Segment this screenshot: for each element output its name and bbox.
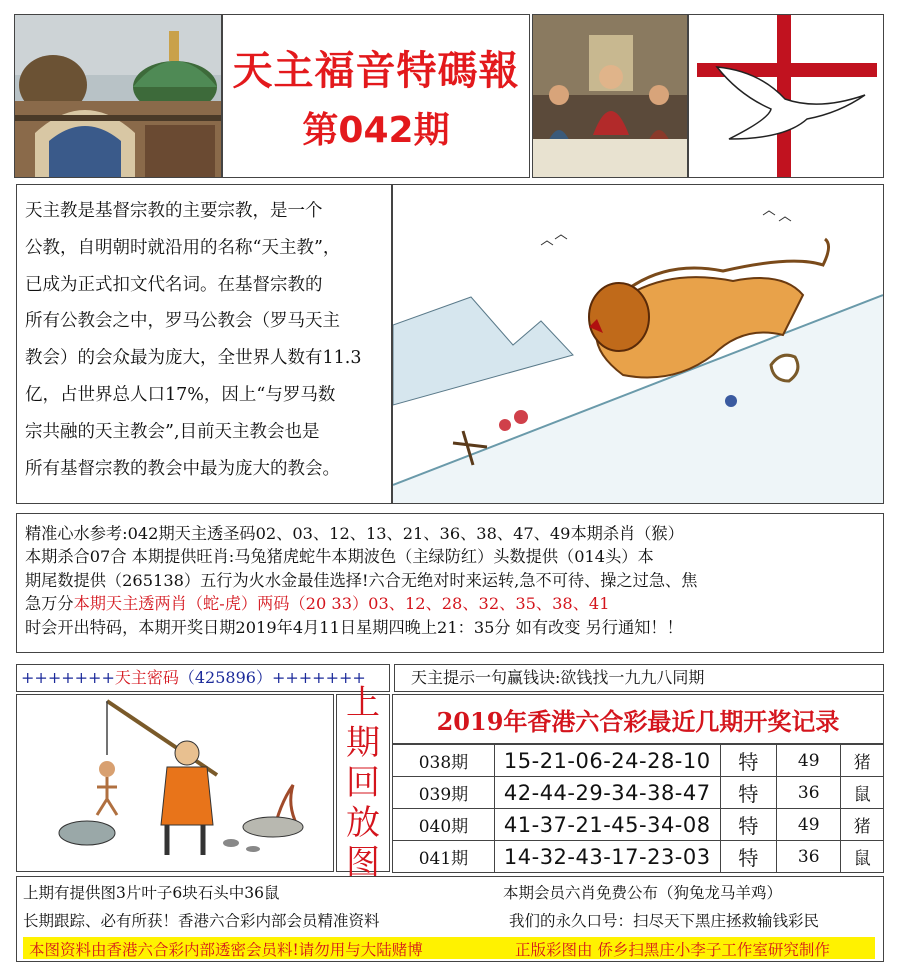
zodiac-cell: 鼠 <box>841 777 884 809</box>
intro-line: 公教，自明朝时就沿用的名称“天主教”， <box>25 237 341 258</box>
info-line-2: 本期杀合07合 本期提供旺肖:马兔猪虎蛇牛本期波色（主绿防红）头数提供（014头）本 <box>25 547 654 567</box>
issue-cell: 040期 <box>393 809 495 841</box>
last-supper-painting <box>532 14 688 178</box>
info-line-3: 期尾数提供（265138）五行为火水金最佳选择!六合无绝对时来运转,急不可待、操之过急、焦 <box>25 570 698 590</box>
last-issue-replay-label <box>336 683 390 883</box>
footer-member-zodiacs: 本期会员六肖免费公布（狗兔龙马羊鸡） <box>503 884 783 902</box>
church-icon <box>15 15 222 178</box>
cross-dove-icon <box>689 15 884 178</box>
results-title: 2019年香港六合彩最近几期开奖记录 <box>392 694 884 744</box>
replay-char: 图 <box>346 843 380 883</box>
issue-cell: 041期 <box>393 841 495 873</box>
numbers-cell: 42-44-29-34-38-47 <box>494 777 720 809</box>
intro-line: 所有基督宗教的教会中最为庞大的教会。 <box>25 458 340 479</box>
footer-slogan-2: 我们的永久口号：扫尽天下黑庄拯救输钱彩民 <box>509 912 820 930</box>
footer-slogan-1: 长期跟踪、必有所获！香港六合彩内部会员精准资料 <box>23 912 380 930</box>
zodiac-cell: 猪 <box>841 809 884 841</box>
intro-line: 已成为正式扣文代名词。在基督宗教的 <box>25 274 323 295</box>
intro-line: 宗共融的天主教会”,目前天主教会也是 <box>25 421 320 442</box>
intro-line: 天主教是基督宗教的主要宗教，是一个 <box>25 201 323 221</box>
secret-code-label: 天主密码 <box>114 668 179 687</box>
cross-dove-image <box>688 14 884 178</box>
special-number-cell: 49 <box>777 809 841 841</box>
intro-line: 亿，占世界总人口17%，因上“与罗马数 <box>25 384 336 405</box>
footer-box <box>16 876 884 962</box>
special-label-cell: 特 <box>720 841 776 873</box>
replay-char: 回 <box>346 763 380 803</box>
special-label-cell: 特 <box>720 745 776 777</box>
replay-char: 上 <box>346 683 380 723</box>
special-number-cell: 49 <box>777 745 841 777</box>
hint-bar: 天主提示一句赢钱诀:欲钱找一九九八同期 <box>394 664 884 692</box>
replay-char: 期 <box>346 723 380 763</box>
issue-cell: 038期 <box>393 745 495 777</box>
info-line-4-prefix: 急万分 <box>25 594 74 614</box>
footer-credit: 正版彩图由 侨乡扫黑庄小李子工作室研究制作 <box>515 941 830 959</box>
issue-cell: 039期 <box>393 777 495 809</box>
special-number-cell: 36 <box>777 841 841 873</box>
painting-icon <box>533 15 688 178</box>
numbers-cell: 14-32-43-17-23-03 <box>494 841 720 873</box>
church-photo <box>14 14 222 178</box>
secret-code-value: （425896） <box>178 668 272 687</box>
footer-disclaimer: 本图资料由香港六合彩内部透密会员料!请勿用与大陆赌博 <box>29 941 423 959</box>
zodiac-cell: 猪 <box>841 745 884 777</box>
secret-code-bar <box>16 664 390 692</box>
footer-highlight-bar <box>23 937 875 959</box>
prediction-info-box <box>16 513 884 653</box>
lion-illustration <box>392 184 884 504</box>
footer-last-issue-note: 上期有提供图3片叶子6块石头中36鼠 <box>23 884 280 902</box>
zodiac-cell: 鼠 <box>841 841 884 873</box>
plus-deco-right: +++++++ <box>271 668 366 687</box>
table-row <box>393 777 884 809</box>
numbers-cell: 41-37-21-45-34-08 <box>494 809 720 841</box>
info-line-5: 时会开出特码，本期开奖日期2019年4月11日星期四晚上21：35分 如有改变 另行通知！！ <box>25 617 683 637</box>
lion-icon <box>393 185 883 503</box>
page-title: 天主福音特碼報 <box>232 48 520 94</box>
intro-line: 所有公教会之中，罗马公教会（罗马天主 <box>25 311 340 332</box>
intro-text-box <box>16 184 392 504</box>
results-table <box>392 744 884 873</box>
special-label-cell: 特 <box>720 809 776 841</box>
table-row <box>393 841 884 873</box>
issue-number: 第042期 <box>302 110 450 151</box>
plus-deco-left: +++++++ <box>21 668 115 687</box>
table-row <box>393 745 884 777</box>
info-highlight-red: 本期天主透两肖（蛇-虎）两码（20 33）03、12、28、32、35、38、41 <box>73 594 610 614</box>
special-label-cell: 特 <box>720 777 776 809</box>
table-row <box>393 809 884 841</box>
special-number-cell: 36 <box>777 777 841 809</box>
numbers-cell: 15-21-06-24-28-10 <box>494 745 720 777</box>
intro-line: 教会）的会众最为庞大，全世界人数有11.3 <box>25 348 362 369</box>
replay-char: 放 <box>346 803 380 843</box>
cartoon-illustration <box>16 694 334 872</box>
title-box <box>222 14 530 178</box>
cartoon-icon <box>17 695 333 871</box>
info-line-1: 精准心水参考:042期天主透圣码02、03、12、13、21、36、38、47、49本期杀肖（猴） <box>25 524 684 543</box>
info-line-4 <box>25 592 875 615</box>
